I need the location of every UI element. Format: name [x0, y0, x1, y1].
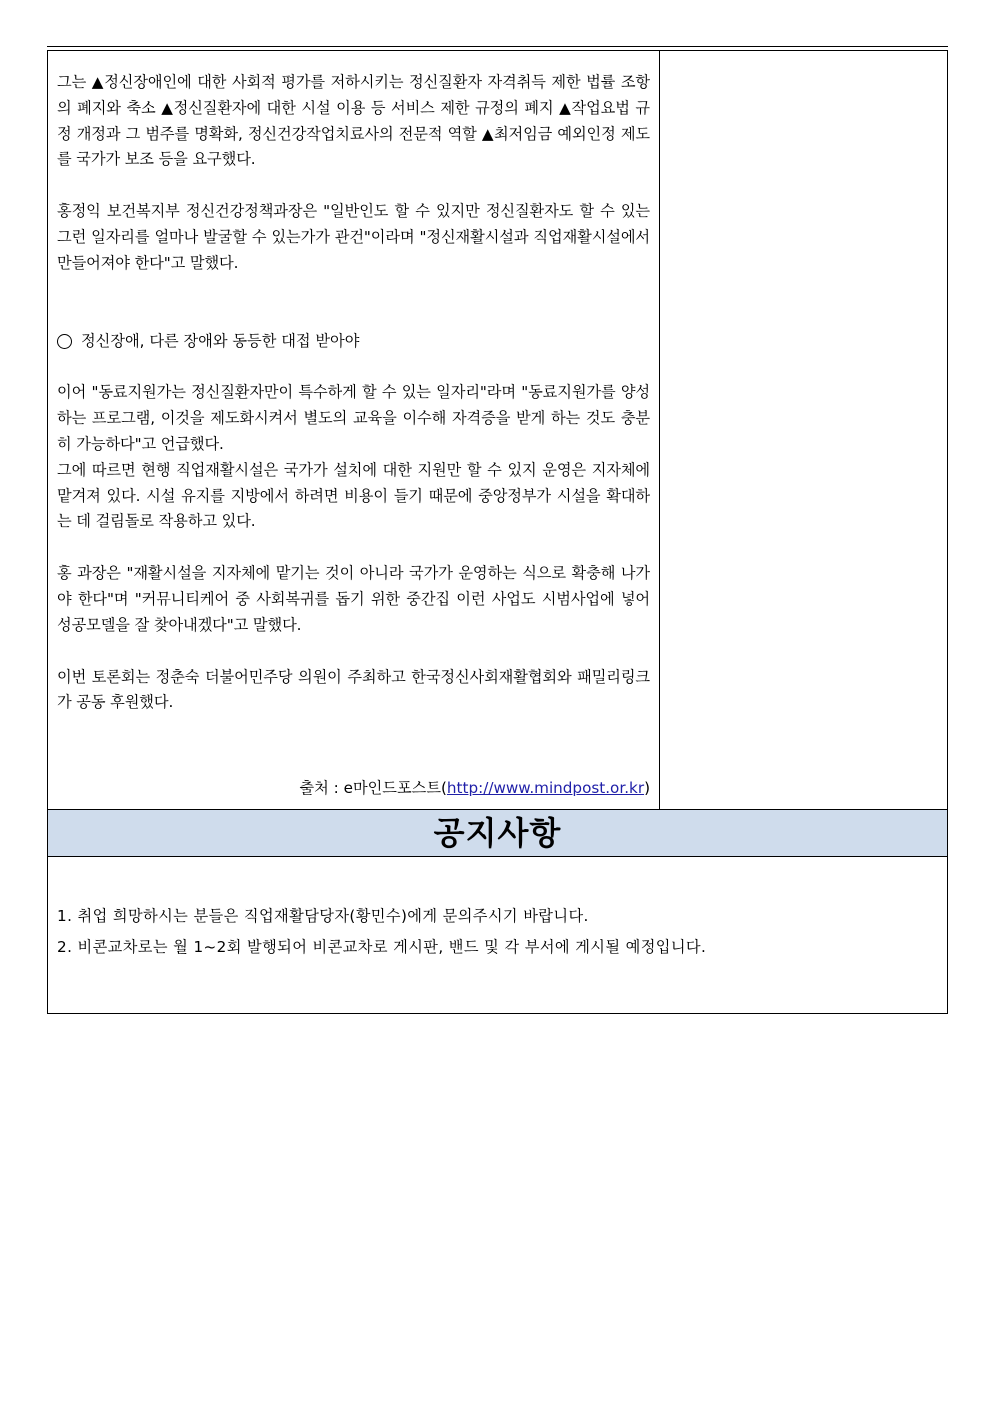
- top-divider: [47, 46, 948, 47]
- article-source: [300, 777, 651, 799]
- article-main-column: [48, 51, 660, 809]
- article-paragraph: 이번 토론회는 정춘숙 더불어민주당 의원이 주최하고 한국정신사회재활협회와 패밀리링크가 공동 후원했다.: [57, 667, 651, 712]
- article-paragraph: 홍 과장은 "재활시설을 지자체에 맡기는 것이 아니라 국가가 운영하는 식으로 확충해 나가야 한다"며 "커뮤니티케어 중 사회복귀를 돕기 위한 중간집 이런 사업도 시범사업에 넣어 성공모델을 잘 찾아내겠다"고 말했다.: [57, 564, 650, 634]
- article-paragraph: 그에 따르면 현행 직업재활시설은 국가가 설치에 대한 지원만 할 수 있지 운영은 지자체에 맡겨져 있다. 시설 유지를 지방에서 하려면 비용이 들기 때문에 중앙정부가 시설을 확대하는 데 걸림돌로 작용하고 있다.: [57, 460, 650, 531]
- notice-title: 공지사항: [47, 809, 948, 857]
- article-paragraph: 그는 ▲정신장애인에 대한 사회적 평가를 저하시키는 정신질환자 자격취득 제한 법률 조항의 폐지와 축소 ▲정신질환자에 대한 시설 이용 등 서비스 제한 규정의 폐지 ▲작업요법 규정 개정과 그 범주를 명확화, 정신건강작업치료사의 전문적 역할 ▲최저임금 예외인정 제도를 국가가 보조 등을 요구했다.: [57, 73, 650, 169]
- article-subheading: [57, 329, 650, 355]
- source-link[interactable]: http://www.mindpost.or.kr: [446, 779, 645, 797]
- circle-bullet-icon: [57, 334, 72, 349]
- notice-item: 1. 취업 희망하시는 분들은 직업재활담당자(황민수)에게 문의주시기 바랍니다.: [57, 907, 589, 925]
- notice-item: 2. 비콘교차로는 월 1~2회 발행되어 비콘교차로 게시판, 밴드 및 각 부서에 게시될 예정입니다.: [57, 938, 707, 956]
- notice-body: [47, 857, 948, 1014]
- source-close: ): [644, 779, 650, 797]
- source-label: 출처 : e마인드포스트(: [299, 779, 447, 797]
- article-side-column: [660, 51, 947, 809]
- article-box: [47, 50, 948, 809]
- article-paragraph: 홍정익 보건복지부 정신건강정책과장은 "일반인도 할 수 있지만 정신질환자도 할 수 있는 그런 일자리를 얼마나 발굴할 수 있는가가 관건"이라며 "정신재활시설과 직업재활시설에서 만들어져야 한다"고 말했다.: [57, 202, 650, 272]
- page: [47, 46, 948, 1014]
- article-paragraph: 이어 "동료지원가는 정신질환자만이 특수하게 할 수 있는 일자리"라며 "동료지원가를 양성하는 프로그램, 이것을 제도화시켜서 별도의 교육을 이수해 자격증을 받게 하는 것도 충분히 가능하다"고 언급했다.: [57, 383, 650, 453]
- article-subheading-text: 정신장애, 다른 장애와 동등한 대접 받아야: [81, 331, 360, 350]
